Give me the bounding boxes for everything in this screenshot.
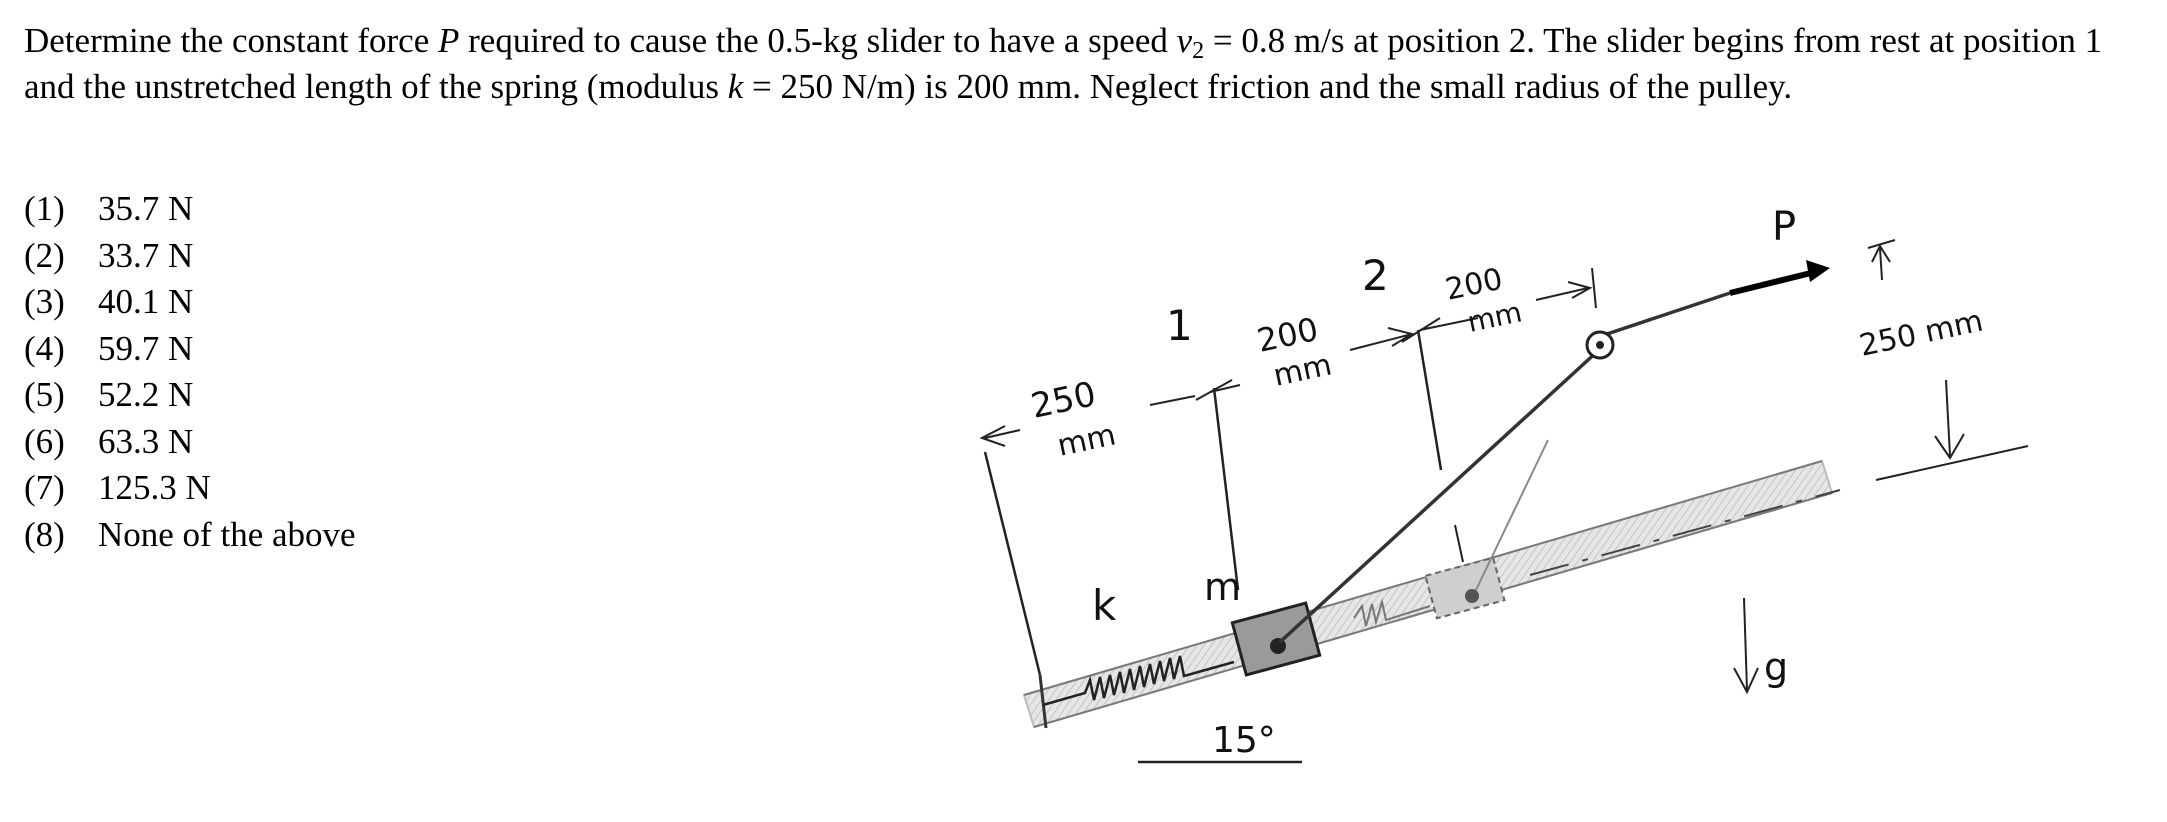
- force-symbol: P: [437, 21, 460, 60]
- choice-number: (5): [24, 375, 65, 414]
- force-arrow-head: [1806, 260, 1830, 282]
- problem-text-4: = 250 N/m) is 200 mm. Neglect friction and the small radius of the pulley.: [743, 67, 1793, 106]
- speed-symbol: v: [1176, 21, 1193, 60]
- problem-text-2: required to cause the 0.5-kg slider to have a speed: [459, 21, 1177, 60]
- dim-200a-unit: mm: [1270, 347, 1335, 394]
- choice-text: 33.7 N: [98, 235, 194, 275]
- choice-text: 35.7 N: [98, 189, 194, 228]
- dim-200b-unit: mm: [1464, 295, 1525, 339]
- choice-number: (1): [24, 189, 65, 228]
- choice-number: (4): [24, 328, 65, 368]
- choice-text: 40.1 N: [98, 282, 194, 321]
- ext-line-pos2: [1418, 330, 1441, 470]
- dim-200b-value: 200: [1442, 261, 1506, 308]
- pulley-axle: [1596, 341, 1604, 349]
- rail-edge-lower: [1034, 493, 1832, 727]
- force-label: P: [1772, 204, 1797, 250]
- choice-number: (7): [24, 468, 65, 507]
- choice-text: 52.2 N: [98, 375, 194, 414]
- slider-ghost-pin: [1465, 589, 1479, 603]
- speed-subscript: 2: [1192, 38, 1205, 64]
- rail-edge-upper: [1024, 461, 1822, 695]
- force-arrow-shaft: [1730, 272, 1815, 293]
- dim-250-right-bottom-line: [1946, 380, 1950, 456]
- dim-250-unit: mm: [1054, 417, 1119, 464]
- gravity-arrow-shaft: [1744, 598, 1747, 690]
- ext-line-left: [985, 452, 1040, 675]
- position-2-label: 2: [1362, 251, 1389, 300]
- dim-250-right-bottom-tick: [1876, 446, 2028, 480]
- position-1-label: 1: [1166, 301, 1193, 350]
- gravity-label: g: [1764, 645, 1789, 689]
- problem-text-1: Determine the constant force: [24, 21, 438, 60]
- dim-250-right-label: 250 mm: [1856, 303, 1987, 364]
- spring-label: k: [1092, 581, 1117, 630]
- choice-text: None of the above: [98, 514, 356, 554]
- choice-text: 125.3 N: [98, 468, 211, 507]
- dim-250-tick: [1150, 396, 1195, 405]
- ext-line-pos1: [1214, 388, 1238, 590]
- dim-200a-value: 200: [1253, 309, 1322, 360]
- choice-number: (3): [24, 282, 65, 321]
- choice-number: (8): [24, 514, 65, 554]
- cable-to-force: [1604, 293, 1730, 335]
- spring-modulus-symbol: k: [727, 67, 744, 106]
- ext-line-mid: [1455, 525, 1463, 562]
- slider-ghost-position-2: [1425, 558, 1504, 619]
- choice-text: 59.7 N: [98, 328, 194, 368]
- choice-text: 63.3 N: [98, 421, 194, 461]
- angle-label: 15°: [1212, 720, 1276, 761]
- dim-250-value: 250: [1027, 374, 1100, 427]
- problem-text-3: = 0.8 m/s at position 2. The slider begins from rest at position 1 and the unstretched length of the spring (modulus: [24, 21, 2103, 106]
- dim-250-right-top-line: [1880, 248, 1882, 280]
- choice-number: (2): [24, 235, 65, 275]
- choice-number: (6): [24, 421, 65, 461]
- dim-200b-end-tick: [1592, 268, 1596, 308]
- mass-label: m: [1204, 565, 1242, 609]
